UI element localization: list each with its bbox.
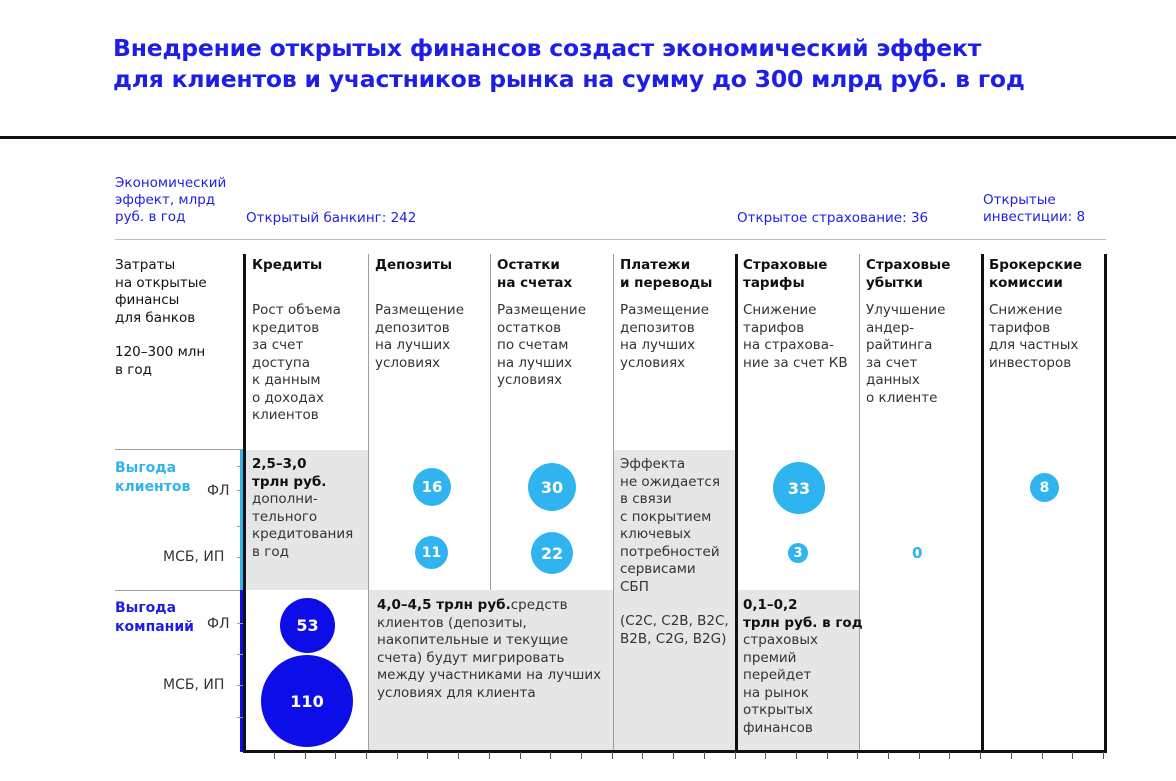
bubble-insurance-rates-fl: 33 (773, 462, 825, 514)
bubble-deposits-fl: 16 (413, 468, 451, 506)
axis-tick (550, 752, 551, 759)
axis-tick (237, 526, 243, 527)
page-title: Внедрение открытых финансов создаст экономический эффект для клиентов и участников рынка на сумму до 300 млрд руб. в год (113, 34, 1025, 93)
column-desc-insurance-losses: Улучшение андер- райтинга за счет данных о клиенте (866, 302, 946, 406)
insurance-premium-note: 0,1–0,2 трлн руб. в год страховых премий перейдет на рынок открытых финансов (743, 597, 863, 736)
axis-tick (237, 717, 243, 718)
column-title-credits: Кредиты (252, 257, 323, 273)
header-rule (115, 239, 1106, 240)
bubble-credits-companies-msb: 110 (261, 655, 353, 747)
axis-tick (857, 752, 858, 759)
bubble-balances-fl: 30 (528, 463, 576, 511)
axis-tick (827, 752, 828, 759)
axis-tick (765, 752, 766, 759)
axis-tick (335, 752, 336, 759)
companies-msb-label: МСБ, ИП (163, 677, 225, 693)
axis-tick (427, 752, 428, 759)
axis-tick (1103, 752, 1104, 759)
column-title-deposits: Депозиты (375, 257, 453, 273)
bubble-balances-msb: 22 (531, 532, 573, 574)
companies-fl-label: ФЛ (207, 616, 230, 632)
axis-tick (704, 752, 705, 759)
column-divider-main (243, 254, 246, 752)
axis-tick (919, 752, 920, 759)
axis-tick (980, 752, 981, 759)
column-title-insurance-losses: Страховые убытки (866, 257, 951, 291)
value-insurance-losses-msb: 0 (912, 544, 923, 562)
axis-tick (274, 752, 275, 759)
axis-tick (458, 752, 459, 759)
column-desc-brokerage: Снижение тарифов для частных инвесторов (989, 302, 1079, 371)
costs-label: Затраты на открытые финансы для банков (115, 257, 207, 326)
axis-tick (237, 654, 243, 655)
bubble-credits-companies-fl: 53 (280, 598, 335, 653)
bubble-insurance-rates-msb: 3 (788, 543, 808, 563)
axis-tick (642, 752, 643, 759)
column-divider (613, 254, 614, 752)
clients-msb-label: МСБ, ИП (163, 549, 225, 565)
axis-tick (237, 490, 243, 491)
axis-tick (673, 752, 674, 759)
axis-tick (237, 466, 243, 467)
axis-tick (237, 623, 243, 624)
investments-total: Открытые инвестиции: 8 (983, 192, 1086, 225)
axis-tick (366, 752, 367, 759)
axis-tick (1011, 752, 1012, 759)
companies-row-marker (240, 590, 243, 752)
axis-tick (581, 752, 582, 759)
axis-tick (305, 752, 306, 759)
axis-tick (735, 752, 736, 759)
clients-row-rule (115, 449, 243, 450)
table-right-edge (1104, 254, 1107, 752)
effect-axis-label: Экономический эффект, млрд руб. в год (115, 175, 227, 225)
companies-row-rule (115, 590, 243, 591)
clients-fl-label: ФЛ (207, 483, 230, 499)
column-desc-insurance-rates: Снижение тарифов на страхова- ние за счет КВ (743, 302, 848, 371)
column-title-balances: Остатки на счетах (497, 257, 573, 291)
column-divider (368, 254, 369, 752)
axis-tick (796, 752, 797, 759)
column-desc-balances: Размещение остатков по счетам на лучших условиях (497, 302, 587, 388)
column-title-insurance-rates: Страховые тарифы (743, 257, 828, 291)
axis-tick (949, 752, 950, 759)
column-title-brokerage: Брокерские комиссии (989, 257, 1082, 291)
column-desc-deposits: Размещение депозитов на лучших условиях (375, 302, 465, 371)
credit-clients-note: 2,5–3,0 трлн руб. дополни- тельного кредитования в год (252, 456, 354, 560)
clients-row-marker (240, 450, 243, 590)
axis-tick (1042, 752, 1043, 759)
column-divider-insurance (735, 254, 738, 752)
axis-tick (1072, 752, 1073, 759)
insurance-total: Открытое страхование: 36 (737, 210, 929, 226)
axis-tick (237, 557, 243, 558)
axis-tick (888, 752, 889, 759)
axis-tick (489, 752, 490, 759)
axis-tick (237, 685, 243, 686)
title-divider (0, 136, 1176, 139)
bubble-deposits-msb: 11 (415, 536, 448, 569)
clients-benefit-label: Выгода клиентов (115, 460, 191, 495)
axis-tick (520, 752, 521, 759)
column-divider (490, 254, 491, 590)
column-desc-credits: Рост объема кредитов за счет доступа к данным о доходах клиентов (252, 302, 341, 423)
payments-note: Эффекта не ожидается в связи с покрытием ключевых потребностей сервисами СБП (620, 456, 720, 595)
migration-note: 4,0–4,5 трлн руб.средств клиентов (депозиты, накопительные и текущие счета) будут мигрировать между участниками на лучших условиях для клиента (377, 597, 602, 701)
bottom-axis (243, 750, 1107, 753)
banking-total: Открытый банкинг: 242 (246, 210, 417, 226)
payments-note-schemes: (C2C, C2B, B2C, B2B, C2G, B2G) (620, 613, 729, 647)
bubble-brokerage-fl: 8 (1030, 473, 1059, 502)
costs-value: 120–300 млн в год (115, 344, 206, 378)
companies-benefit-label: Выгода компаний (115, 600, 194, 635)
axis-tick (612, 752, 613, 759)
axis-tick (397, 752, 398, 759)
column-title-payments: Платежи и переводы (620, 257, 713, 291)
column-desc-payments: Размещение депозитов на лучших условиях (620, 302, 710, 371)
column-divider-investments (981, 254, 984, 752)
